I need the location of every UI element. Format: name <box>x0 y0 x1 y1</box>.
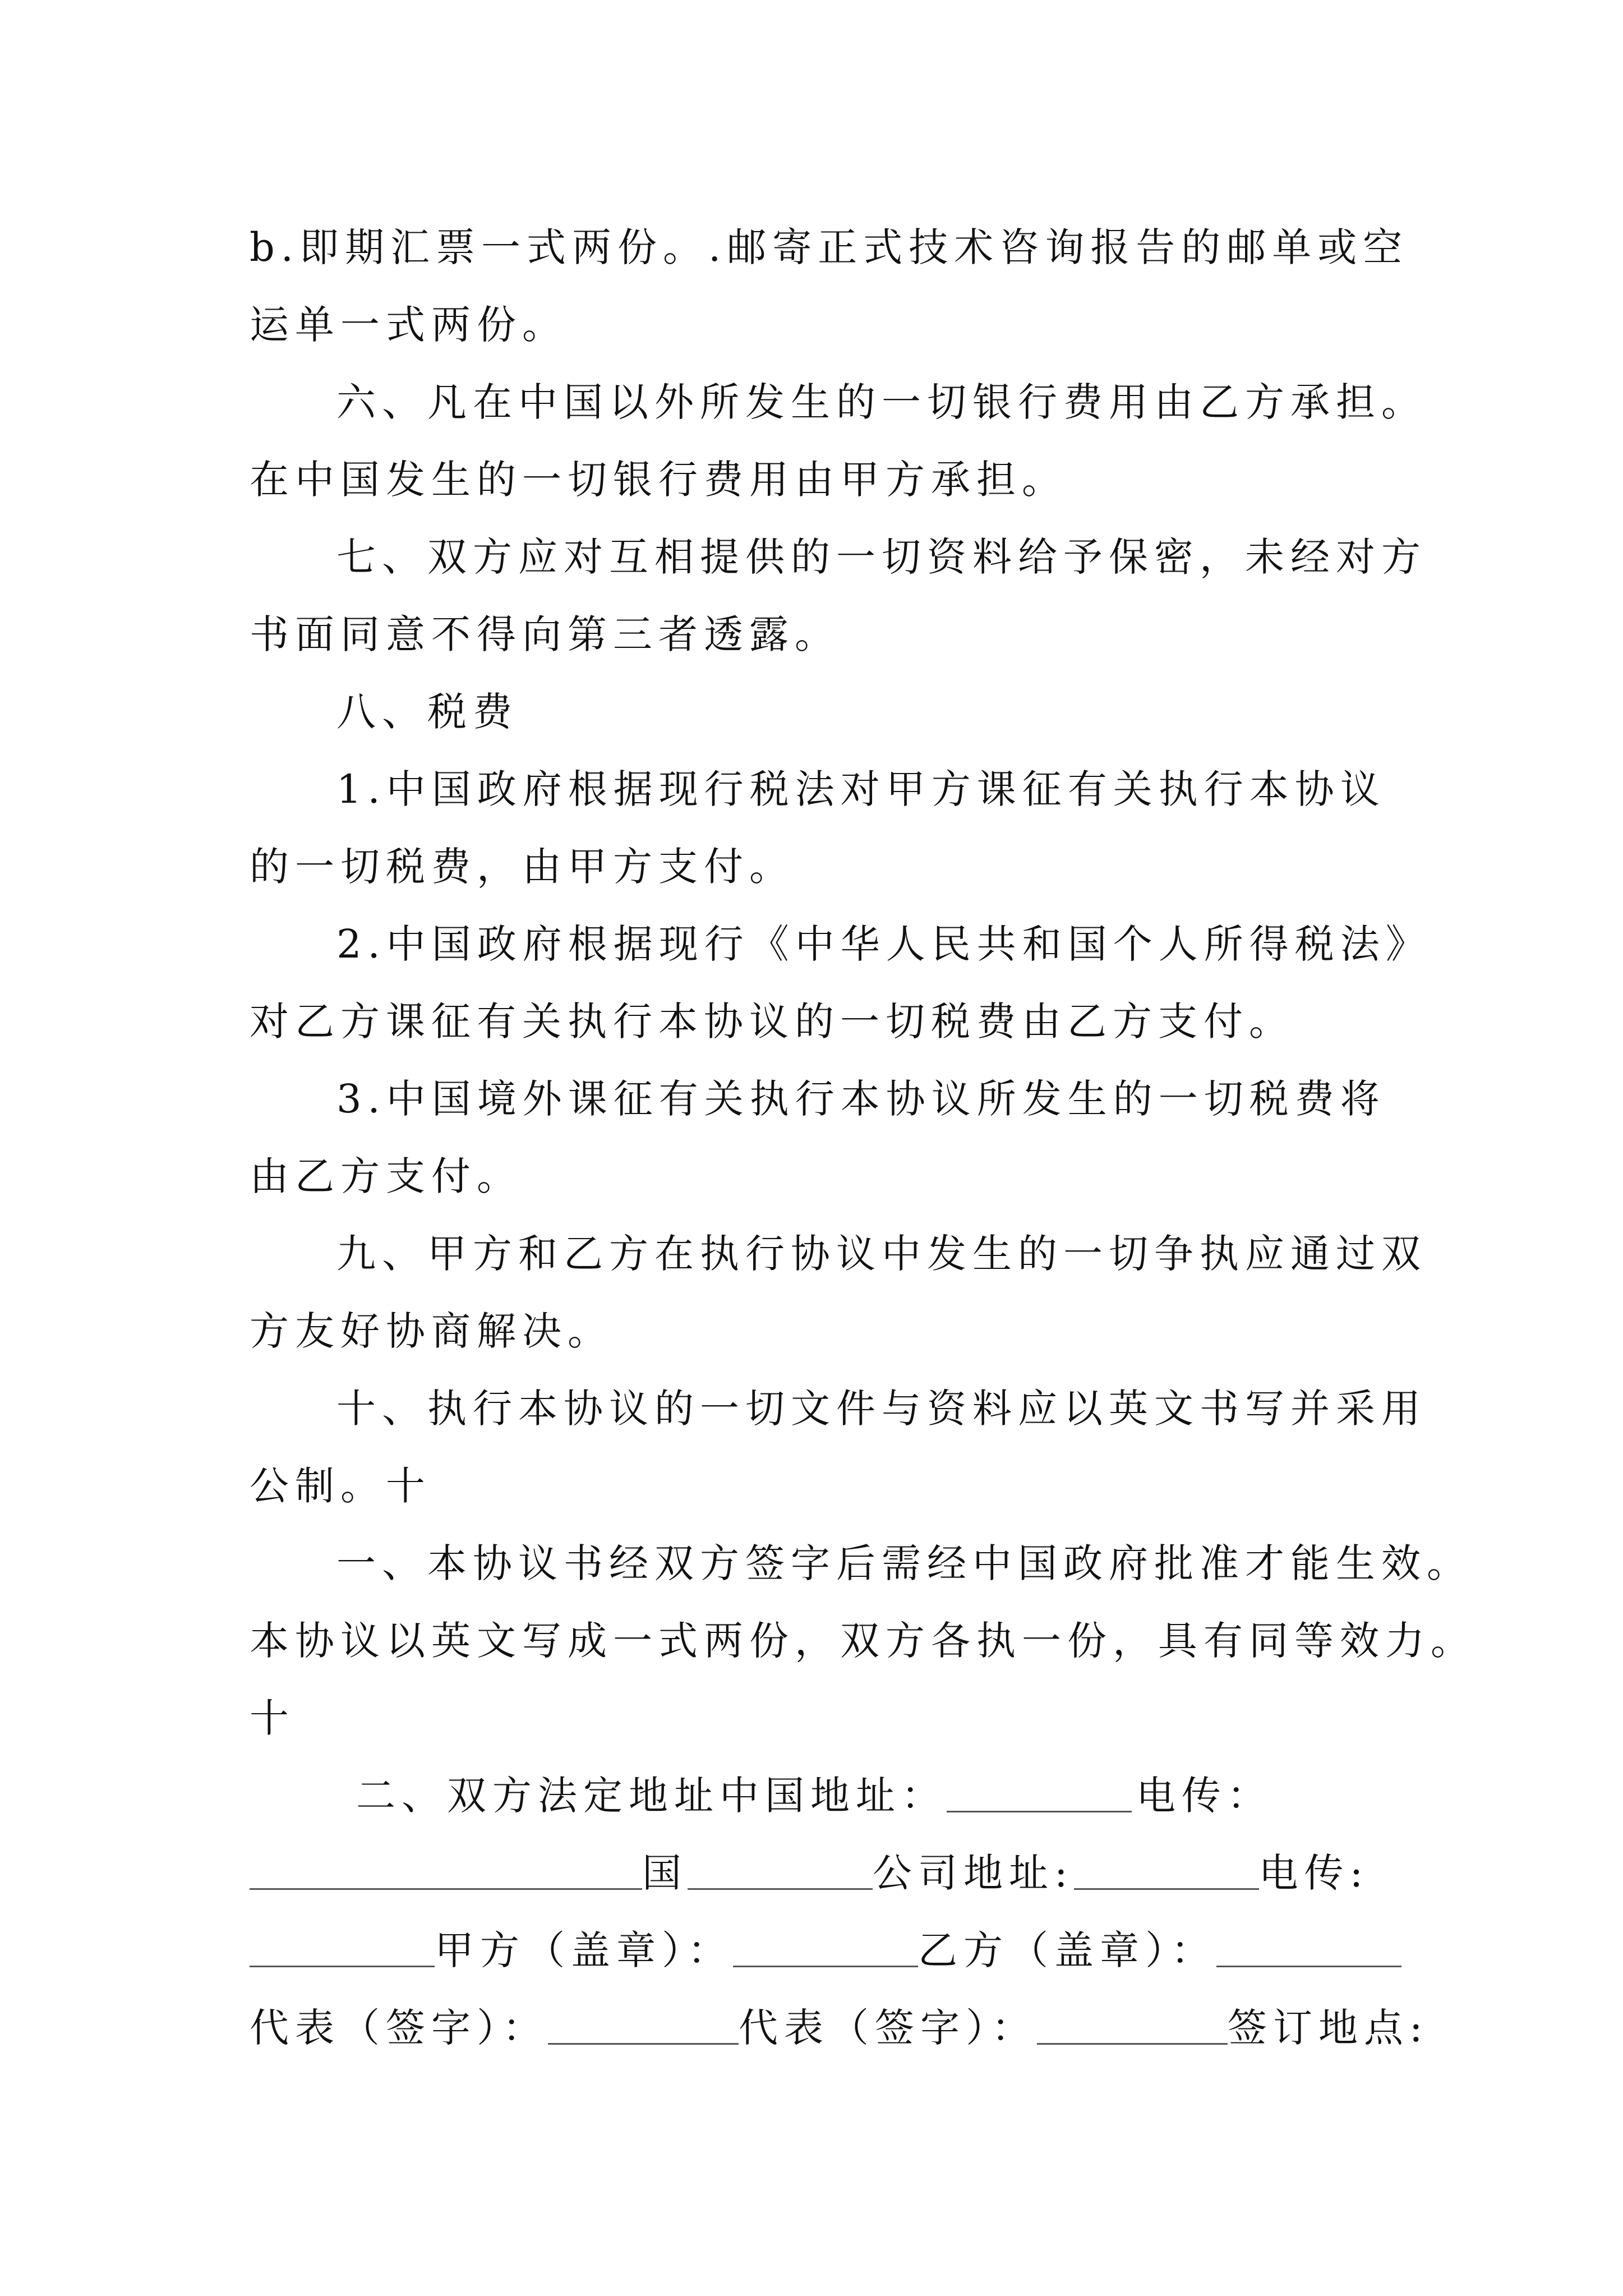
blank-field <box>250 1927 435 1967</box>
text-line: 本协议以英文写成一式两份，双方各执一份，具有同等效力。 <box>250 1618 1476 1664</box>
address-label: 二、双方法定地址中国地址： <box>356 1773 947 1819</box>
text-line: 的一切税费，由甲方支付。 <box>250 844 795 890</box>
text-line: 由乙方支付。 <box>250 1153 522 1199</box>
section-heading: 八、税费 <box>336 689 518 735</box>
text-line: 公制。十 <box>250 1463 431 1509</box>
contract-text <box>250 209 1476 2067</box>
text-line: 十、执行本协议的一切文件与资料应以英文书写并采用 <box>336 1386 1427 1432</box>
representative-label: 代表（签字）： <box>250 2005 548 2051</box>
text-line: 七、双方应对互相提供的一切资料给予保密，未经对方 <box>336 534 1427 580</box>
text-line: 3.中国境外课征有关执行本协议所发生的一切税费将 <box>336 1076 1386 1122</box>
blank-field <box>1074 1850 1259 1890</box>
blank-field <box>688 1850 873 1890</box>
representative-label: 代表（签字）： <box>739 2005 1037 2051</box>
text-line: 十 <box>250 1695 295 1741</box>
telex-label: 电传: <box>1258 1850 1370 1896</box>
blank-field <box>733 1927 918 1967</box>
party-a-seal-label: 甲方（盖章）： <box>435 1927 733 1973</box>
text-line: b.即期汇票一式两份。.邮寄正式技术咨询报告的邮单或空 <box>250 224 1409 270</box>
signing-place-label: 签订地点: <box>1228 2005 1429 2051</box>
blank-field <box>1216 1927 1401 1967</box>
text-line: 一、本协议书经双方签字后需经中国政府批准才能生效。 <box>336 1540 1472 1586</box>
blank-field <box>548 2005 739 2045</box>
text-line: 书面同意不得向第三者透露。 <box>250 611 840 657</box>
text-line: 1.中国政府根据现行税法对甲方课征有关执行本协议 <box>336 766 1386 812</box>
blank-field <box>947 1773 1132 1812</box>
party-b-seal-label: 乙方（盖章）： <box>918 1927 1216 1973</box>
text-line: 在中国发生的一切银行费用由甲方承担。 <box>250 457 1067 503</box>
address-line <box>250 1757 1382 1834</box>
signature-line <box>250 1912 1382 1989</box>
text-line: 对乙方课征有关执行本协议的一切税费由乙方支付。 <box>250 999 1294 1045</box>
company-address-label: 公司地址: <box>873 1850 1074 1896</box>
signature-line <box>250 1989 1429 2067</box>
text-line: 2.中国政府根据现行《中华人民共和国个人所得税法》 <box>336 921 1431 967</box>
text-line: 六、凡在中国以外所发生的一切银行费用由乙方承担。 <box>336 379 1427 425</box>
address-line <box>250 1834 1382 1912</box>
blank-field <box>1037 2005 1228 2045</box>
country-label: 国 <box>642 1850 688 1896</box>
text-line: 九、甲方和乙方在执行协议中发生的一切争执应通过双 <box>336 1231 1427 1277</box>
telex-label: 电传： <box>1136 1773 1272 1819</box>
blank-field <box>250 1850 642 1890</box>
text-line: 方友好协商解决。 <box>250 1308 613 1354</box>
text-line: 运单一式两份。 <box>250 302 568 348</box>
